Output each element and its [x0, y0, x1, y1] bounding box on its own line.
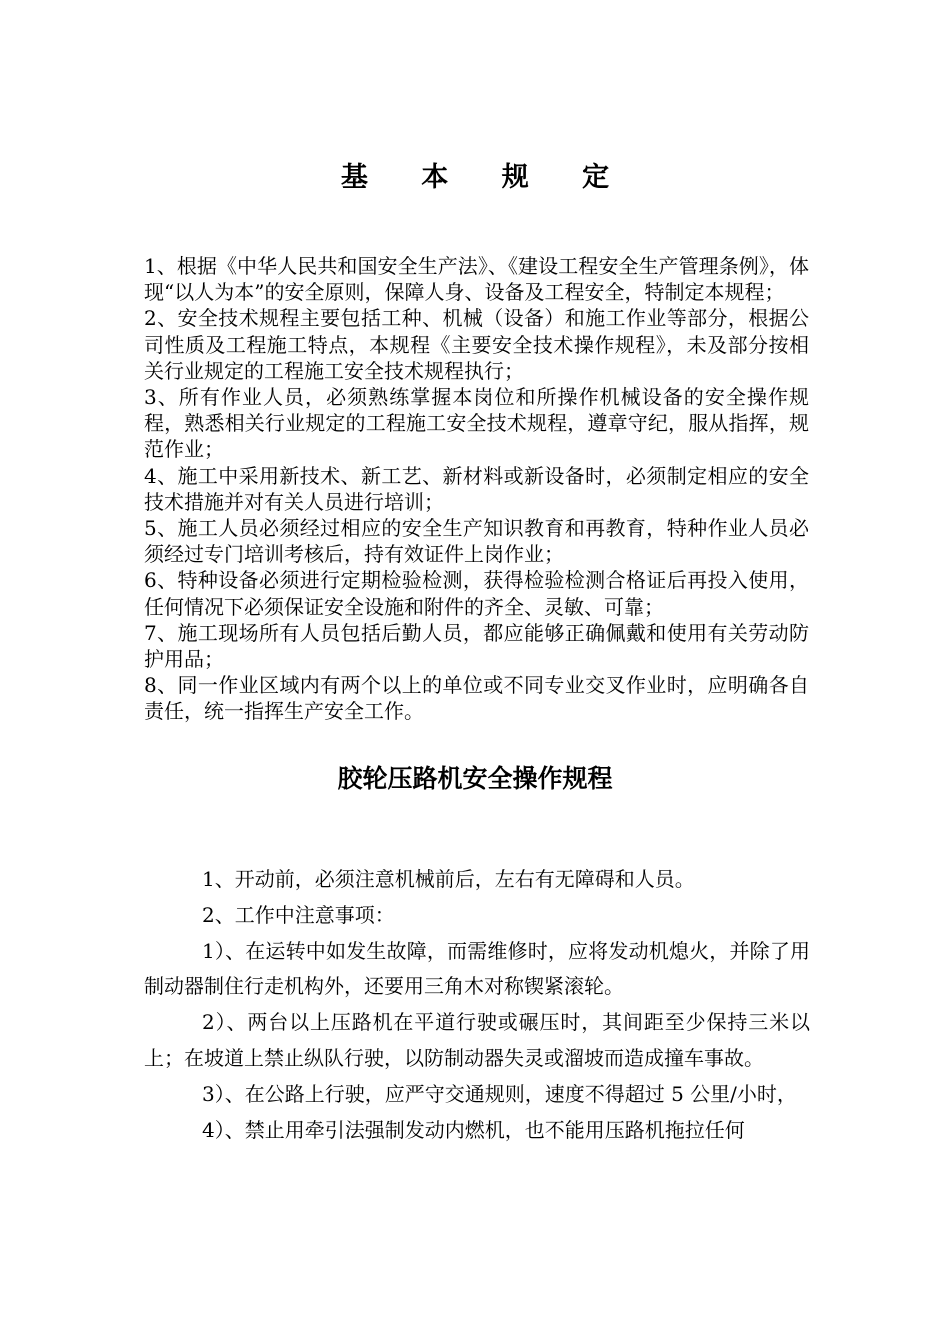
section-paragraph: 1）、在运转中如发生故障，而需维修时，应将发动机熄火，并除了用制动器制住行走机构外，还要用三角木对称锲紧滚轮。 [144, 938, 810, 999]
section-paragraph: 4）、禁止用牵引法强制发动内燃机，也不能用压路机拖拉任何 [202, 1117, 745, 1142]
rule-item: 7、施工现场所有人员包括后勤人员，都应能够正确佩戴和使用有关劳动防护用品； [144, 620, 809, 672]
rules-list [144, 253, 809, 725]
rule-item: 3、所有作业人员，必须熟练掌握本岗位和所操作机械设备的安全操作规程，熟悉相关行业规定的工程施工安全技术规程，遵章守纪，服从指挥，规范作业； [144, 385, 809, 462]
rule-item: 8、同一作业区域内有两个以上的单位或不同专业交叉作业时，应明确各自责任，统一指挥生产安全工作。 [144, 673, 809, 724]
section-paragraph: 1、开动前，必须注意机械前后，左右有无障碍和人员。 [202, 867, 695, 891]
section-title: 胶轮压路机安全操作规程 [337, 764, 613, 793]
section-body [144, 862, 810, 1148]
section-paragraph: 2、工作中注意事项： [202, 902, 395, 927]
section-paragraph: 2）、两台以上压路机在平道行驶或碾压时，其间距至少保持三米以上；在坡道上禁止纵队行驶，以防制动器失灵或溜坡而造成撞车事故。 [144, 1010, 810, 1070]
page-title: 基 本 规 定 [340, 162, 632, 193]
rule-item: 5、施工人员必须经过相应的安全生产知识教育和再教育，特种作业人员必须经过专门培训考核后，持有效证件上岗作业； [144, 516, 809, 567]
rule-item: 2、安全技术规程主要包括工种、机械（设备）和施工作业等部分，根据公司性质及工程施工特点，本规程《主要安全技术操作规程》，未及部分按相关行业规定的工程施工安全技术规程执行； [144, 306, 809, 383]
rule-item: 4、施工中采用新技术、新工艺、新材料或新设备时，必须制定相应的安全技术措施并对有关人员进行培训； [144, 463, 809, 514]
rule-item: 6、特种设备必须进行定期检验检测，获得检验检测合格证后再投入使用，任何情况下必须保证安全设施和附件的齐全、灵敏、可靠； [144, 568, 809, 619]
section-paragraph: 3）、在公路上行驶，应严守交通规则，速度不得超过 5 公里/小时， [202, 1081, 797, 1106]
rule-item: 1、根据《中华人民共和国安全生产法》、《建设工程安全生产管理条例》，体现“以人为本”的安全原则，保障人身、设备及工程安全，特制定本规程； [144, 254, 809, 305]
